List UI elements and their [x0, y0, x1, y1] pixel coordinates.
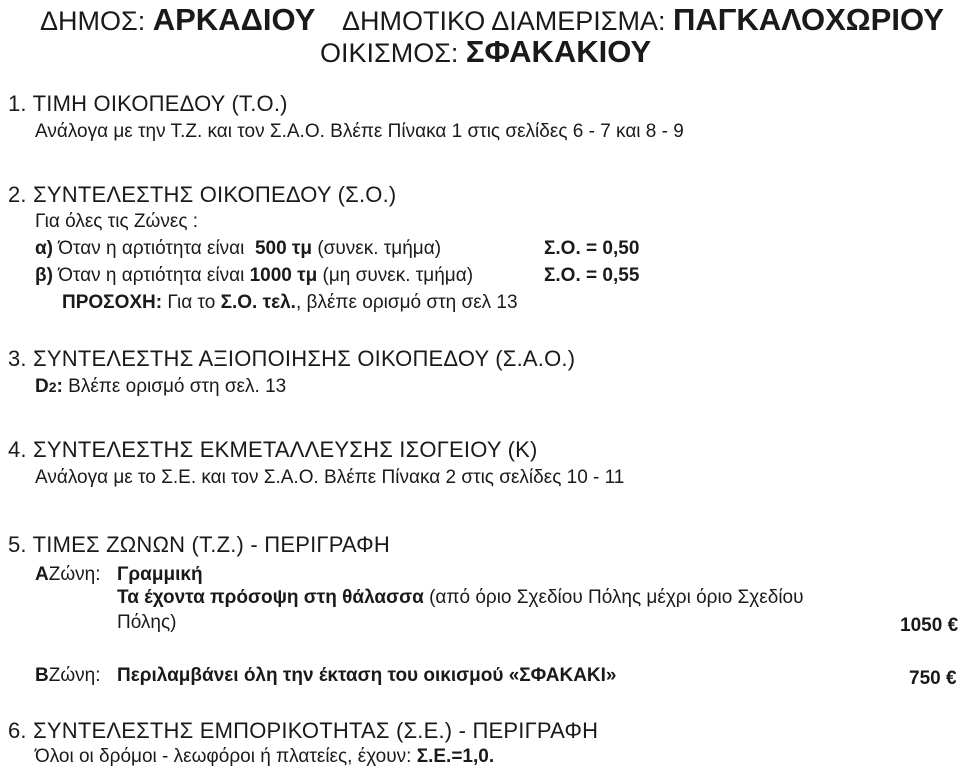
- note-label: ΠΡΟΣΟΧΗ:: [62, 292, 163, 313]
- section-3-text: [35, 376, 286, 398]
- note-pre: Για το: [167, 292, 216, 313]
- zone-a-description: [117, 587, 804, 609]
- zone-a-label: [35, 564, 101, 586]
- note-term: Σ.Ο. τελ.: [220, 292, 296, 313]
- euro-icon: €: [945, 668, 957, 689]
- section-1-text: Ανάλογα με την Τ.Ζ. και τον Σ.Α.Ο. Βλέπε Πίνακα 1 στις σελίδες 6 - 7 και 8 - 9: [35, 121, 684, 142]
- d-subscript: 2: [48, 379, 57, 395]
- euro-icon: €: [947, 615, 959, 636]
- section-6-text-pre: Όλοι οι δρόμοι - λεωφόροι ή πλατείες, έχουν:: [35, 746, 412, 767]
- section-4-text: Ανάλογα με το Σ.Ε. και τον Σ.Α.Ο. Βλέπε Πίνακα 2 στις σελίδες 10 - 11: [35, 467, 625, 488]
- d-label: D: [35, 376, 49, 397]
- section-4-title: 4. ΣΥΝΤΕΛΕΣΤΗΣ ΕΚΜΕΤΑΛΛΕΥΣΗΣ ΙΣΟΓΕΙΟΥ (Κ): [8, 437, 538, 462]
- municipality-name: ΑΡΚΑΔΙΟΥ: [152, 2, 316, 37]
- item-a-coef-label: Σ.Ο.: [544, 238, 581, 259]
- section-3-title: 3. ΣΥΝΤΕΛΕΣΤΗΣ ΑΞΙΟΠΟΙΗΣΗΣ ΟΙΚΟΠΕΔΟΥ (Σ.Α.Ο.): [8, 346, 576, 371]
- item-b-coefficient: [544, 265, 639, 287]
- settlement-name: ΣΦΑΚΑΚΙΟΥ: [465, 34, 652, 69]
- item-a-note: (συνεκ. τμήμα): [317, 238, 442, 259]
- zone-b-description: Περιλαμβάνει όλη την έκταση του οικισμού «ΣΦΑΚΑΚΙ»: [117, 665, 617, 686]
- zone-a-type: Γραμμική: [117, 564, 203, 585]
- section-2-intro: Για όλες τις Ζώνες :: [35, 211, 199, 232]
- item-b-note: (μη συνεκ. τμήμα): [322, 265, 474, 286]
- note-post: , βλέπε ορισμό στη σελ 13: [295, 292, 518, 313]
- section-6-value: Σ.Ε.=1,0.: [416, 746, 495, 767]
- district-label: ΔΗΜΟΤΙΚΟ ΔΙΑΜΕΡΙΣΜΑ:: [342, 6, 666, 36]
- item-b-label: β): [35, 265, 53, 286]
- section-5-title: 5. ΤΙΜΕΣ ΖΩΝΩΝ (Τ.Ζ.) - ΠΕΡΙΓΡΑΦΗ: [8, 532, 391, 557]
- section-2-note: [62, 292, 518, 314]
- zone-b-letter: Β: [35, 665, 49, 686]
- section-6-text: [35, 746, 494, 768]
- item-a-label: α): [35, 238, 54, 259]
- zone-b-price: [909, 668, 957, 690]
- item-a-text: Όταν η αρτιότητα είναι: [58, 238, 245, 259]
- settlement-heading: [320, 34, 651, 70]
- zone-a-letter: Α: [35, 564, 49, 585]
- zone-b-price-value: 750: [909, 668, 941, 689]
- section-2-title: 2. ΣΥΝΤΕΛΕΣΤΗΣ ΟΙΚΟΠΕΔΟΥ (Σ.Ο.): [8, 182, 397, 207]
- zone-a-desc-bold: Τα έχοντα πρόσοψη στη θάλασσα: [117, 587, 424, 608]
- section-2-item-a: [35, 238, 441, 260]
- item-b-coef-value: = 0,55: [586, 265, 640, 286]
- zone-a-word: Ζώνη:: [48, 564, 101, 585]
- zone-b-word: Ζώνη:: [48, 665, 101, 686]
- zone-a-price: [900, 615, 958, 637]
- municipality-heading: [40, 2, 315, 38]
- zone-a-price-value: 1050: [900, 615, 943, 636]
- item-b-text: Όταν η αρτιότητα είναι: [58, 265, 245, 286]
- settlement-label: ΟΙΚΙΣΜΟΣ:: [320, 38, 459, 68]
- item-b-coef-label: Σ.Ο.: [544, 265, 581, 286]
- d-text: Βλέπε ορισμό στη σελ. 13: [68, 376, 287, 397]
- d-colon: :: [56, 376, 63, 397]
- section-6-title: 6. ΣΥΝΤΕΛΕΣΤΗΣ ΕΜΠΟΡΙΚΟΤΗΤΑΣ (Σ.Ε.) - ΠΕΡΙΓΡΑΦΗ: [8, 718, 599, 743]
- zone-a-description-line2: Πόλης): [117, 612, 177, 633]
- section-2-item-b: [35, 265, 473, 287]
- zone-b-label: [35, 665, 101, 687]
- item-a-coefficient: [544, 238, 639, 260]
- section-1-title: 1. ΤΙΜΗ ΟΙΚΟΠΕΔΟΥ (Τ.Ο.): [8, 91, 288, 116]
- item-a-value: 500 τμ: [254, 238, 313, 259]
- item-a-coef-value: = 0,50: [586, 238, 640, 259]
- item-b-value: 1000 τμ: [249, 265, 318, 286]
- district-name: ΠΑΓΚΑΛΟΧΩΡΙΟΥ: [672, 2, 944, 37]
- municipality-label: ΔΗΜΟΣ:: [40, 6, 146, 36]
- district-heading: [342, 2, 944, 38]
- zone-a-desc-rest: (από όριο Σχεδίου Πόλης μέχρι όριο Σχεδίου: [429, 587, 804, 608]
